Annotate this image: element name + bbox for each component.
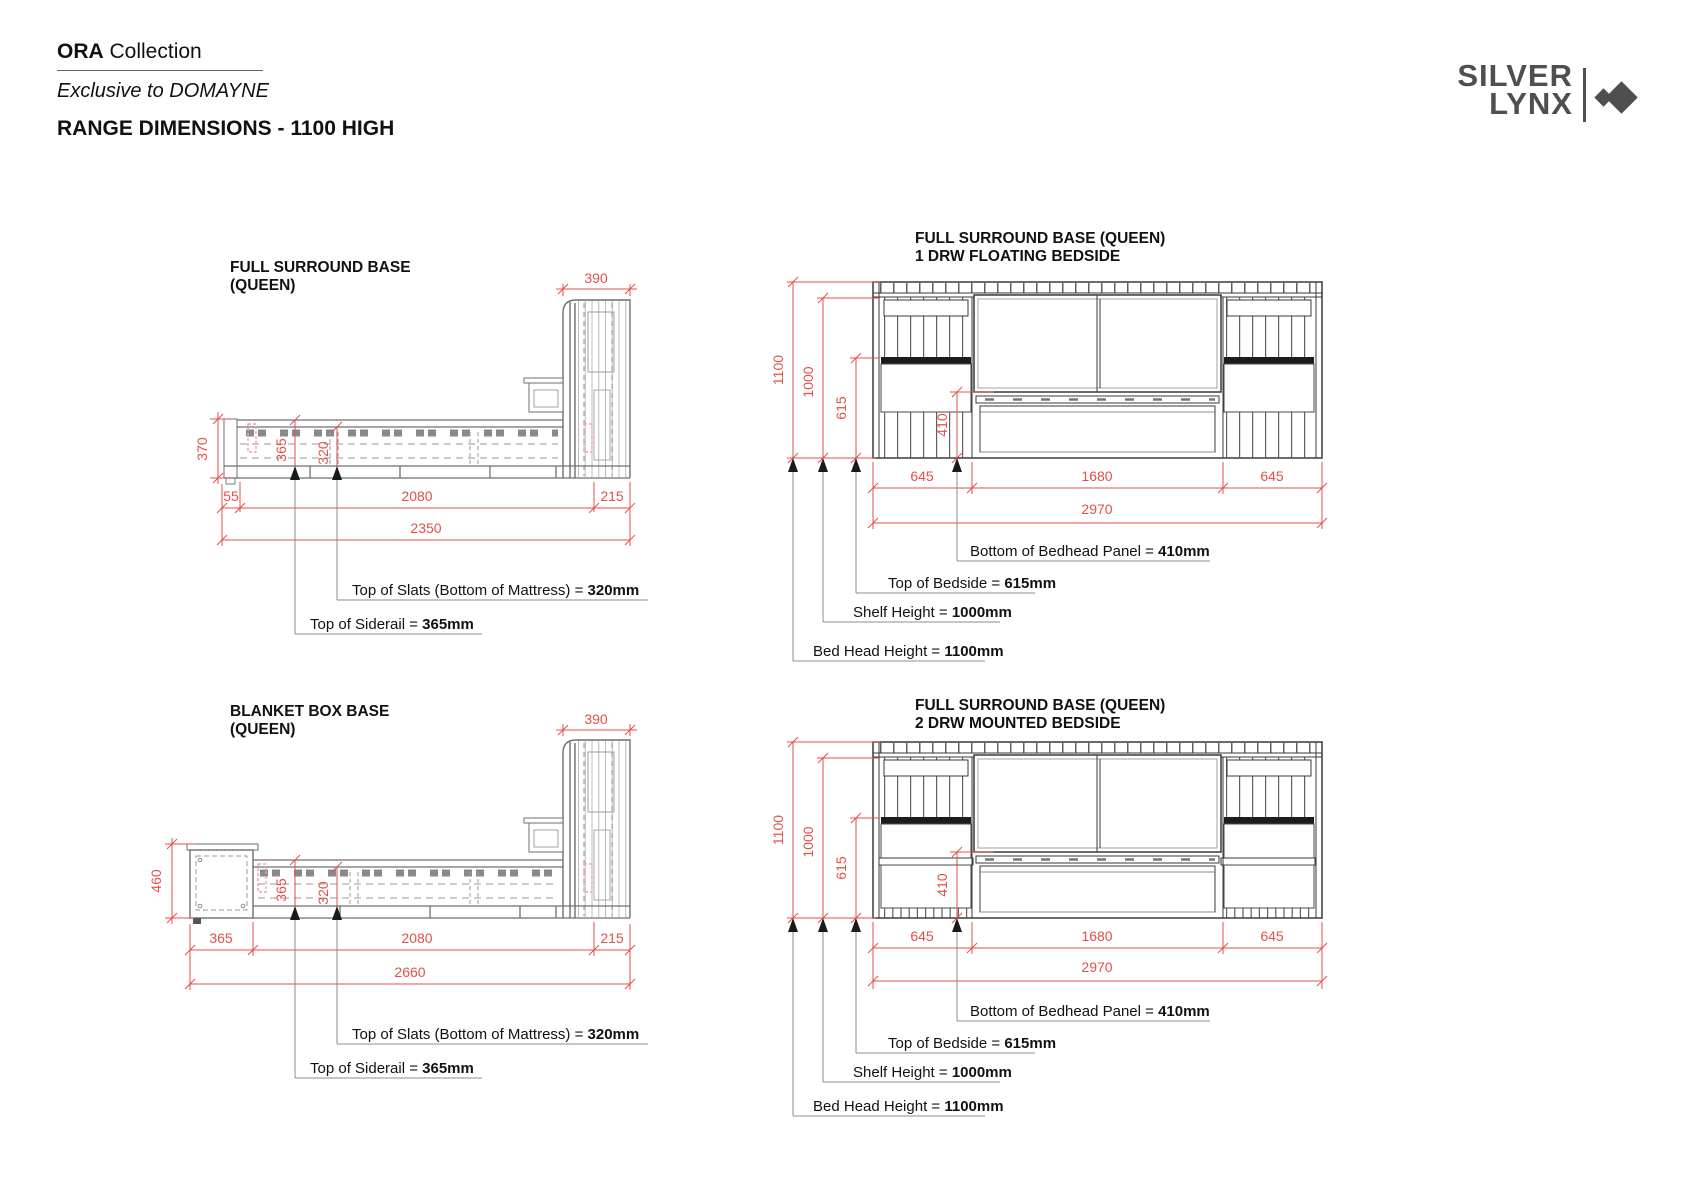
- dim-headboard-depth: 390: [584, 270, 608, 286]
- dim-bedhead-height: 1100: [770, 354, 786, 386]
- bed-base: [980, 406, 1215, 452]
- headboard-hardware: [594, 830, 610, 900]
- dim-bedside-height: 615: [833, 856, 849, 880]
- footboard-end: [224, 419, 237, 478]
- left-shelf-rail: [884, 300, 968, 316]
- base-rail: [253, 906, 630, 918]
- dim-headboard-length: 215: [600, 488, 624, 504]
- dim-bedhead-height: 1100: [770, 814, 786, 846]
- left-bedside-top: [881, 357, 971, 364]
- logo-line2: LYNX: [1489, 86, 1573, 121]
- panel-joints: [350, 872, 478, 904]
- drawing-title: FULL SURROUND BASE (QUEEN): [915, 697, 1166, 714]
- foot: [193, 918, 201, 924]
- dim-siderail-height: 365: [273, 438, 289, 462]
- callout-panel-bottom: Bottom of Bedhead Panel = 410mm: [970, 543, 1210, 560]
- bedside-shelf-top: [524, 378, 563, 383]
- callout-panel-bottom: Bottom of Bedhead Panel = 410mm: [970, 1003, 1210, 1020]
- callout-leaders: [793, 932, 1210, 1116]
- callout-bedhead-height: Bed Head Height = 1100mm: [813, 643, 1004, 660]
- callout-top-of-siderail: Top of Siderail = 365mm: [310, 616, 474, 633]
- left-bedside-top: [881, 817, 971, 824]
- dim-base-height: 370: [194, 437, 210, 461]
- drawing-full-surround-side: [194, 259, 648, 634]
- section-marker: [258, 864, 266, 892]
- drawing-mounted-bedside-front: [770, 697, 1327, 1116]
- dim-offset: 55: [223, 488, 239, 504]
- headboard-outline: [563, 740, 630, 918]
- right-bedside-top: [1224, 357, 1314, 364]
- dim-slats-height: 320: [315, 441, 331, 465]
- dim-overall-width: 2970: [1081, 959, 1113, 975]
- base-rail: [224, 466, 630, 478]
- dim-right-bedside-width: 645: [1260, 928, 1284, 944]
- dim-box-width: 365: [209, 930, 233, 946]
- right-drawer-1: [1224, 824, 1314, 858]
- section-marker: [248, 424, 256, 452]
- right-shelf-rail: [1227, 760, 1311, 776]
- callout-leaders: [793, 472, 1210, 661]
- siderail: [224, 420, 563, 427]
- dim-overall-width: 2970: [1081, 501, 1113, 517]
- dim-slats-height: 320: [315, 881, 331, 905]
- dim-platform-length: 2080: [401, 930, 433, 946]
- callout-top-of-slats: Top of Slats (Bottom of Mattress) = 320mm: [352, 1026, 640, 1043]
- drawing-title: 1 DRW FLOATING BEDSIDE: [915, 248, 1121, 265]
- siderail: [253, 860, 563, 867]
- bed-base: [980, 866, 1215, 912]
- callout-top-of-slats: Top of Slats (Bottom of Mattress) = 320mm: [352, 582, 640, 599]
- headboard-hardware: [594, 390, 610, 460]
- dim-overall-length: 2350: [410, 520, 442, 536]
- right-drawer-2: [1224, 865, 1314, 908]
- dim-overall-length: 2660: [394, 964, 426, 980]
- right-drawer-divider: [1221, 858, 1315, 865]
- callout-top-of-bedside: Top of Bedside = 615mm: [888, 575, 1057, 592]
- dim-left-bedside-width: 645: [910, 928, 934, 944]
- page-title: RANGE DIMENSIONS - 1100 HIGH: [57, 117, 395, 140]
- dim-platform-length: 2080: [401, 488, 433, 504]
- dim-siderail-height: 365: [273, 878, 289, 902]
- callout-shelf-height: Shelf Height = 1000mm: [853, 604, 1012, 621]
- panel-joints: [330, 432, 478, 464]
- dim-headboard-depth: 390: [584, 711, 608, 727]
- dim-box-height: 460: [148, 869, 164, 893]
- callout-shelf-height: Shelf Height = 1000mm: [853, 1064, 1012, 1081]
- drawing-title: (QUEEN): [230, 277, 296, 294]
- drawing-title: FULL SURROUND BASE: [230, 259, 411, 276]
- left-drawer-divider: [879, 858, 973, 865]
- callout-leaders: [295, 920, 648, 1078]
- leader-arrows: [788, 458, 962, 472]
- right-shelf-rail: [1227, 300, 1311, 316]
- drawing-title: 2 DRW MOUNTED BEDSIDE: [915, 715, 1121, 732]
- left-shelf-rail: [884, 760, 968, 776]
- dim-right-bedside-width: 645: [1260, 468, 1284, 484]
- collection-name: ORA: [57, 40, 104, 63]
- callout-top-of-bedside: Top of Bedside = 615mm: [888, 1035, 1057, 1052]
- dim-left-bedside-width: 645: [910, 468, 934, 484]
- dimension-lines: [210, 284, 637, 546]
- drawing-title: (QUEEN): [230, 721, 296, 738]
- collection-suffix: Collection: [103, 40, 202, 63]
- drawing-title: FULL SURROUND BASE (QUEEN): [915, 230, 1166, 247]
- bedside-shelf-top: [524, 818, 563, 823]
- logo-line1: SILVER: [1457, 58, 1573, 93]
- callout-bedhead-height: Bed Head Height = 1100mm: [813, 1098, 1004, 1115]
- exclusive-line: Exclusive to DOMAYNE: [57, 80, 269, 102]
- drawing-floating-bedside-front: [770, 230, 1327, 661]
- dim-center-width: 1680: [1081, 468, 1113, 484]
- dim-headboard-length: 215: [600, 930, 624, 946]
- callout-leaders: [295, 480, 648, 634]
- dim-bedside-height: 615: [833, 396, 849, 420]
- dim-shelf-height: 1000: [800, 366, 816, 398]
- callout-top-of-siderail: Top of Siderail = 365mm: [310, 1060, 474, 1077]
- dim-panel-bottom: 410: [934, 873, 950, 897]
- drawing-title: BLANKET BOX BASE: [230, 703, 390, 720]
- foot: [226, 478, 235, 484]
- dim-shelf-height: 1000: [800, 826, 816, 858]
- right-floating-drawer: [1224, 364, 1314, 412]
- drawing-blanket-box-side: [148, 703, 648, 1078]
- dim-panel-bottom: 410: [934, 413, 950, 437]
- right-bedside-top: [1224, 817, 1314, 824]
- headboard-outline: [563, 300, 630, 478]
- blanket-box-lid: [187, 844, 258, 850]
- leader-arrows: [788, 918, 962, 932]
- hidden-lines: [258, 884, 558, 898]
- dim-center-width: 1680: [1081, 928, 1113, 944]
